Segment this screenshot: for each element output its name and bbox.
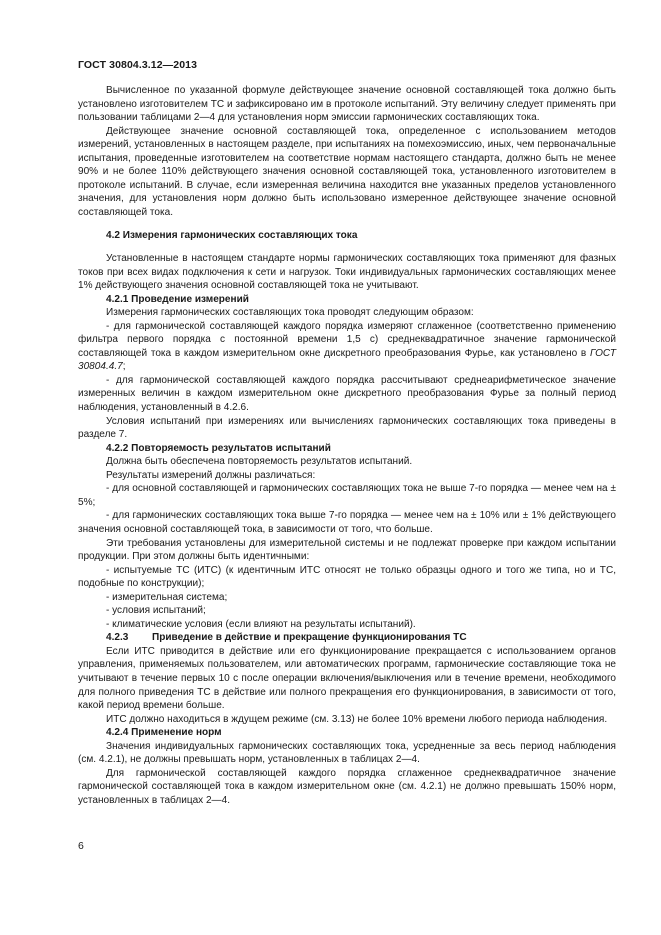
list-item: - для гармонических составляющих тока выше 7-го порядка — менее чем на ± 10% или ± 1% действующего значения основной составляющей тока, в зависимости от того, что больше. xyxy=(78,510,616,535)
list-item-punctuation: ; xyxy=(122,361,126,373)
paragraph: Условия испытаний при измерениях или вычислениях гармонических составляющих тока приведены в разделе 7. xyxy=(78,415,616,441)
paragraph: Результаты измерений должны различаться: xyxy=(106,469,316,481)
list-item: - климатические условия (если влияют на результаты испытаний). xyxy=(106,618,416,630)
paragraph: Если ИТС приводится в действие или его функционирование прекращается с использованием органов управления, применяемых пользователем, или автоматических программ, гармонические составляющие тока не учитывают в течение первых 10 с после операции включения/выключения или в течение времени, необходимого для полного приведения ТС в действие или полного прекращения его функционирования, в зависимости от того, какой период времени больше. xyxy=(78,645,616,712)
paragraph: ИТС должно находиться в ждущем режиме (см. 3.13) не более 10% времени любого периода наблюдения. xyxy=(106,713,608,725)
paragraph: Измерения гармонических составляющих тока проводят следующим образом: xyxy=(106,307,474,319)
list-item: - условия испытаний; xyxy=(106,605,206,617)
document-body xyxy=(78,84,616,807)
list-item: - для гармонической составляющей каждого порядка рассчитывают среднеарифметическое значение измеренных величин в каждом измерительном окне дискретного преобразования Фурье за полный период наблюдения, установленный в 4.2.6. xyxy=(78,374,616,414)
list-item: - испытуемые ТС (ИТС) (к идентичным ИТС относят не только образцы одного и того же типа, но и ТС, подобные по конструкции); xyxy=(78,564,616,590)
list-item xyxy=(78,320,616,374)
paragraph: Установленные в настоящем стандарте нормы гармонических составляющих тока применяют для фазных токов при всех видах подключения к сети и нагрузок. Токи индивидуальных гармонических составляющих менее 1% действующего значения основной составляющей тока не учитывают. xyxy=(78,253,616,292)
paragraph: Значения индивидуальных гармонических составляющих тока, усредненные за весь период наблюдения (см. 4.2.1), не должны превышать норм, установленных в таблицах 2—4. xyxy=(78,740,616,766)
section-heading-4-2-4: 4.2.4 Применение норм xyxy=(106,727,222,739)
list-item: - для основной составляющей и гармонических составляющих тока не выше 7-го порядка — менее чем на ± 5%; xyxy=(78,483,616,508)
section-heading-4-2-1: 4.2.1 Проведение измерений xyxy=(106,293,249,305)
paragraph: Вычисленное по указанной формуле действующее значение основной составляющей тока должно быть установлено изготовителем ТС и зафиксировано им в протоколе испытаний. Эту величину следует применять при пользовании таблицами 2—4 для установления норм эмиссии гармонических составляющих тока. xyxy=(78,85,616,124)
section-heading-4-2-3 xyxy=(78,631,616,645)
paragraph: Должна быть обеспечена повторяемость результатов испытаний. xyxy=(106,456,413,468)
standard-reference: ГОСТ 30804.4.7 xyxy=(78,347,616,373)
section-heading-4-2: 4.2 Измерения гармонических составляющих тока xyxy=(106,230,358,242)
section-title: Приведение в действие и прекращение функционирования ТС xyxy=(152,632,467,644)
paragraph: Действующее значение основной составляющей тока, определенное с использованием методов измерений, установленных в настоящем разделе, при испытаниях на помехоэмиссию, иных, чем первоначальные испытания, проведенные изготовителем на соответствие нормам настоящего стандарта, должно быть не менее 90% и не более 110% действующего значения основной составляющей тока, установленного изготовителем в протоколе испытаний. В случае, если измеренная величина находится вне указанных пределов установленного значения, для установления норм должно быть использовано измеренное действующее значение основной составляющей тока. xyxy=(78,125,616,218)
page-number: 6 xyxy=(78,840,84,852)
list-item-text: - для гармонической составляющей каждого порядка измеряют сглаженное (соответственно применению фильтра первого порядка с постоянной времени 1,5 с) среднеквадратичное значение гармонической составляющей тока в каждом измерительном окне дискретного преобразования Фурье, как установлено в xyxy=(78,320,616,359)
paragraph: Для гармонической составляющей каждого порядка сглаженное среднеквадратичное значение гармонической составляющей тока в каждом измерительном окне (см. 4.2.1) не должно превышать 150% норм, установленных в таблицах 2—4. xyxy=(78,767,616,806)
document-header: ГОСТ 30804.3.12—2013 xyxy=(78,59,198,71)
list-item: - измерительная система; xyxy=(106,591,228,603)
paragraph: Эти требования установлены для измерительной системы и не подлежат проверке при каждом испытании продукции. При этом должны быть идентичными: xyxy=(78,537,616,563)
section-number: 4.2.3 xyxy=(106,632,129,644)
section-heading-4-2-2: 4.2.2 Повторяемость результатов испытаний xyxy=(106,442,331,454)
